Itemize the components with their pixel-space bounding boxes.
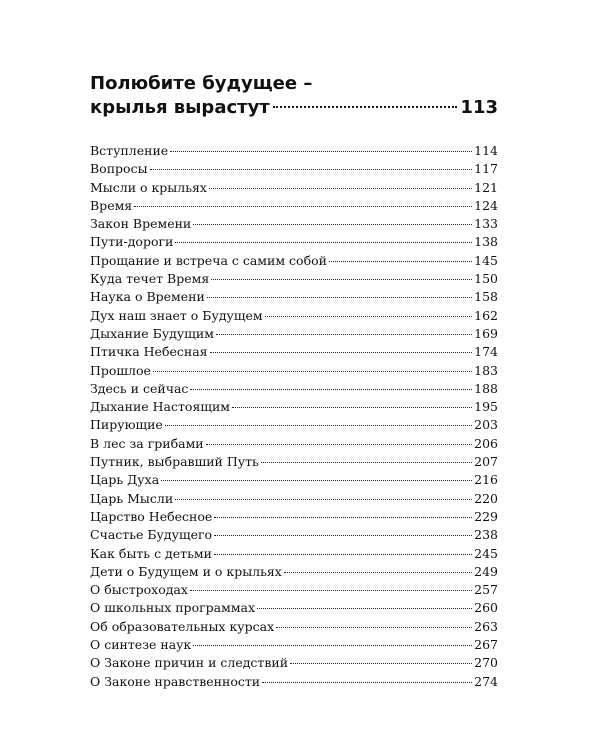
toc-entry-page: 117	[474, 161, 498, 177]
toc-entry-page: 203	[474, 417, 498, 433]
toc-entry-title: О синтезе наук	[90, 637, 192, 653]
toc-entry	[90, 233, 498, 251]
toc-entry	[90, 636, 498, 654]
toc-dot-leader	[209, 188, 472, 189]
toc-dot-leader	[193, 224, 472, 225]
toc-entry	[90, 142, 498, 160]
toc-dot-leader	[329, 261, 472, 262]
toc-page	[90, 72, 498, 691]
toc-dot-leader	[210, 352, 473, 353]
toc-entry-title: Вопросы	[90, 161, 148, 177]
toc-dot-leader	[170, 151, 472, 152]
toc-entry-title: В лес за грибами	[90, 435, 204, 451]
toc-entry	[90, 215, 498, 233]
toc-entry-title: Птичка Небесная	[90, 344, 208, 360]
toc-dot-leader	[211, 279, 472, 280]
toc-entry-title: Куда течет Время	[90, 271, 210, 287]
toc-entry	[90, 398, 498, 416]
toc-entry	[90, 508, 498, 526]
toc-entry-title: О быстроходах	[90, 582, 188, 598]
toc-entry-page: 174	[474, 344, 498, 360]
chapter-heading-line2	[90, 96, 498, 120]
toc-entry-title: Дыхание Настоящим	[90, 399, 231, 415]
toc-entry	[90, 545, 498, 563]
toc-dot-leader	[153, 371, 472, 372]
toc-entry-title: Дыхание Будущим	[90, 325, 214, 341]
toc-entry-title: Вступление	[90, 143, 169, 158]
toc-entry-title: Мысли о крыльях	[90, 179, 207, 195]
toc-entry-page: 260	[474, 600, 498, 616]
toc-entry-title: О Законе причин и следствий	[90, 655, 289, 671]
toc-dot-leader	[150, 169, 473, 170]
toc-entry-page: 162	[474, 307, 498, 323]
toc-entry-page: 158	[474, 289, 498, 305]
toc-entry	[90, 490, 498, 508]
toc-entry-page: 206	[474, 435, 498, 451]
toc-entry	[90, 179, 498, 197]
toc-entry-page: 195	[474, 399, 498, 415]
toc-dot-leader	[207, 297, 472, 298]
toc-entry	[90, 654, 498, 672]
toc-entry-title: Закон Времени	[90, 216, 192, 232]
toc-entry-title: О школьных программах	[90, 600, 256, 616]
toc-entry-page: 124	[474, 197, 498, 213]
toc-entry-page: 145	[474, 252, 498, 268]
toc-entry-title: Дети о Будущем и о крыльях	[90, 563, 282, 579]
toc-dot-leader	[190, 389, 472, 390]
toc-entry-page: 150	[474, 271, 498, 287]
toc-entry	[90, 380, 498, 398]
toc-entry-title: Царь Мысли	[90, 490, 174, 506]
chapter-page-number: 113	[460, 97, 498, 118]
toc-entry-title: Пирующие	[90, 417, 163, 433]
toc-entry	[90, 526, 498, 544]
toc-entry	[90, 581, 498, 599]
toc-entry-page: 138	[474, 234, 498, 250]
toc-dot-leader	[265, 316, 473, 317]
toc-entry	[90, 673, 498, 691]
toc-entry-page: 114	[474, 143, 498, 158]
toc-entry	[90, 197, 498, 215]
toc-entry-page: 216	[474, 472, 498, 488]
toc-dot-leader	[165, 425, 472, 426]
toc-entry-page: 188	[474, 380, 498, 396]
toc-entry-page: 183	[474, 362, 498, 378]
toc-entry-page: 274	[474, 673, 498, 689]
chapter-title-line2: крылья вырастут	[90, 97, 270, 118]
toc-entry-page: 238	[474, 527, 498, 543]
toc-dot-leader	[161, 480, 472, 481]
toc-dot-leader	[193, 645, 472, 646]
chapter-heading	[90, 72, 498, 120]
toc-entry-title: Царь Духа	[90, 472, 160, 488]
toc-entry	[90, 362, 498, 380]
toc-dot-leader	[206, 444, 473, 445]
toc-entry	[90, 288, 498, 306]
toc-entry	[90, 563, 498, 581]
toc-dot-leader	[216, 334, 472, 335]
toc-list	[90, 142, 498, 691]
toc-dot-leader	[261, 462, 472, 463]
toc-entry	[90, 435, 498, 453]
toc-entry	[90, 160, 498, 178]
toc-dot-leader	[175, 499, 472, 500]
toc-dot-leader	[232, 407, 472, 408]
toc-entry-title: Прощание и встреча с самим собой	[90, 252, 327, 268]
toc-dot-leader	[214, 535, 472, 536]
toc-dot-leader	[214, 517, 472, 518]
toc-dot-leader	[257, 608, 472, 609]
chapter-heading-line1	[90, 72, 498, 96]
toc-entry	[90, 453, 498, 471]
toc-entry-title: Здесь и сейчас	[90, 380, 189, 396]
toc-entry-title: Как быть с детьми	[90, 545, 212, 561]
toc-entry-page: 133	[474, 216, 498, 232]
toc-entry	[90, 325, 498, 343]
toc-dot-leader	[262, 682, 472, 683]
toc-dot-leader	[276, 627, 472, 628]
toc-dot-leader	[214, 554, 472, 555]
chapter-dot-leader	[273, 106, 458, 108]
toc-entry-page: 249	[474, 563, 498, 579]
toc-entry	[90, 307, 498, 325]
chapter-title-line1: Полюбите будущее –	[90, 73, 313, 94]
toc-dot-leader	[175, 242, 472, 243]
toc-entry-page: 270	[474, 655, 498, 671]
toc-entry	[90, 599, 498, 617]
toc-entry-page: 220	[474, 490, 498, 506]
toc-dot-leader	[190, 590, 472, 591]
toc-entry-title: Счастье Будущего	[90, 527, 213, 543]
toc-entry	[90, 416, 498, 434]
toc-entry-title: О Законе нравственности	[90, 673, 261, 689]
toc-entry-title: Об образовательных курсах	[90, 618, 275, 634]
toc-entry-title: Наука о Времени	[90, 289, 205, 305]
toc-dot-leader	[134, 206, 472, 207]
toc-entry-page: 267	[474, 637, 498, 653]
toc-entry-title: Путник, выбравший Путь	[90, 454, 259, 470]
toc-entry	[90, 252, 498, 270]
toc-entry	[90, 618, 498, 636]
toc-entry-page: 257	[474, 582, 498, 598]
toc-entry	[90, 343, 498, 361]
toc-entry-title: Прошлое	[90, 362, 151, 378]
toc-entry-title: Царство Небесное	[90, 508, 213, 524]
toc-entry-page: 229	[474, 508, 498, 524]
toc-dot-leader	[284, 572, 472, 573]
toc-entry-page: 207	[474, 454, 498, 470]
toc-entry-title: Пути-дороги	[90, 234, 174, 250]
toc-entry-page: 263	[474, 618, 498, 634]
toc-dot-leader	[290, 663, 472, 664]
toc-entry	[90, 471, 498, 489]
toc-entry-page: 169	[474, 325, 498, 341]
toc-entry-title: Дух наш знает о Будущем	[90, 307, 263, 323]
toc-entry-page: 121	[474, 179, 498, 195]
toc-entry-page: 245	[474, 545, 498, 561]
toc-entry	[90, 270, 498, 288]
toc-entry-title: Время	[90, 197, 133, 213]
